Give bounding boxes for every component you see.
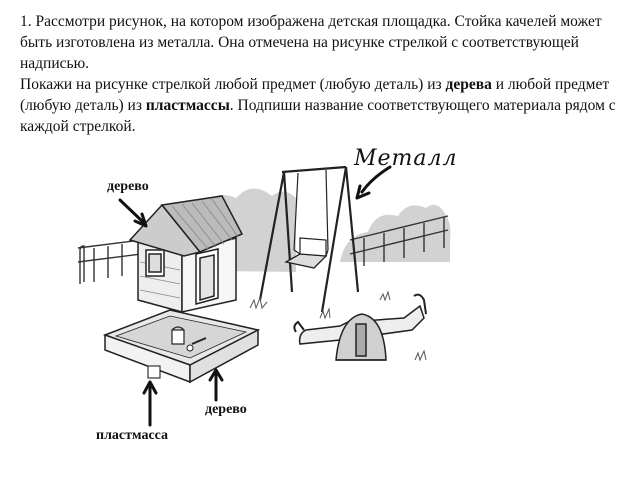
label-plastic: пластмасса [96, 428, 169, 443]
task-text-part: и любой предмет (любую деталь) из [20, 76, 610, 114]
playhouse [130, 196, 242, 312]
word-wood: дерева [445, 76, 492, 93]
label-wood-house: дерево [107, 179, 149, 194]
word-plastic: пластмассы [145, 97, 230, 114]
seesaw [294, 295, 426, 360]
task-paragraph-1: 1. Рассмотри рисунок, на котором изображена детская площадка. Стойка качелей может быть изготовлена из металла. Она отмечена на рисунке стрелкой с соответствующей надписью. [20, 13, 602, 72]
label-metal: Металл [354, 146, 458, 171]
sandbox [105, 310, 258, 382]
task-text-part: Покажи на рисунке стрелкой любой предмет (любую деталь) из [20, 76, 446, 93]
arrow-wood-house [120, 200, 143, 222]
task-text-part: . Подпиши название соответствующего материала рядом с каждой стрелкой. [20, 97, 616, 135]
label-wood-sandbox: дерево [205, 402, 247, 417]
